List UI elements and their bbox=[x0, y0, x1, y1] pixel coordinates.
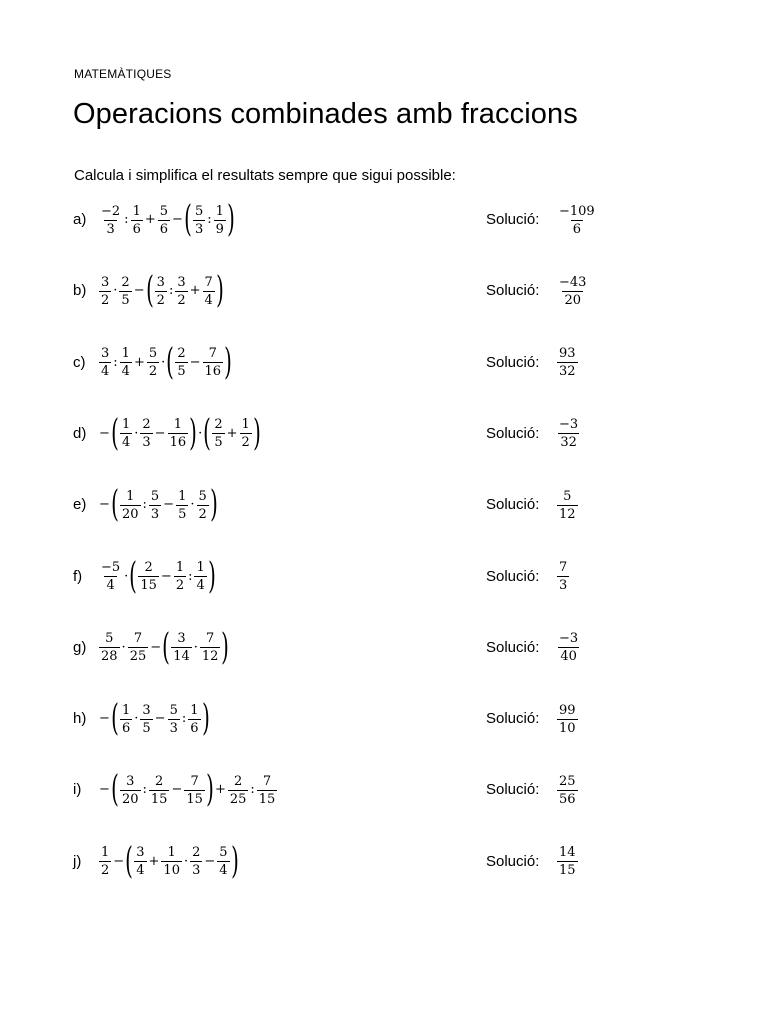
operator: − bbox=[150, 639, 162, 655]
fraction-denominator: 9 bbox=[215, 221, 224, 237]
close-paren: ) bbox=[201, 698, 210, 740]
operator: − bbox=[204, 853, 216, 869]
solution-value bbox=[556, 694, 579, 744]
fraction bbox=[99, 845, 111, 878]
exercise-expression bbox=[98, 552, 216, 602]
fraction bbox=[155, 275, 167, 308]
fraction-numerator: 2 bbox=[214, 417, 223, 433]
fraction bbox=[176, 489, 188, 522]
fraction-denominator: 4 bbox=[101, 364, 110, 380]
fraction-denominator: 12 bbox=[201, 649, 219, 665]
operator: · bbox=[134, 425, 139, 441]
fraction-numerator: 2 bbox=[121, 274, 130, 290]
fraction bbox=[161, 845, 182, 878]
operator: · bbox=[121, 639, 126, 655]
fraction bbox=[99, 631, 120, 664]
exercise-label: b) bbox=[73, 282, 87, 300]
fraction-denominator: 20 bbox=[121, 791, 139, 807]
solution-label: Solució: bbox=[486, 496, 540, 514]
exercise-label: f) bbox=[73, 567, 83, 585]
fraction-denominator: 2 bbox=[175, 578, 185, 593]
solution-label: Solució: bbox=[486, 424, 540, 442]
operator: + bbox=[133, 354, 145, 370]
fraction-denominator: 4 bbox=[136, 863, 145, 879]
fraction-denominator: 3 bbox=[150, 506, 160, 522]
fraction-numerator: 1 bbox=[132, 203, 141, 219]
fraction-numerator: −2 bbox=[101, 203, 121, 219]
fraction-denominator: 2 bbox=[101, 863, 110, 879]
operator: − bbox=[154, 711, 166, 727]
operator: − bbox=[172, 212, 183, 227]
fraction bbox=[190, 845, 202, 878]
close-paren: ) bbox=[227, 199, 235, 240]
fraction bbox=[200, 631, 221, 664]
open-paren: ( bbox=[111, 769, 119, 811]
solution-fraction bbox=[557, 346, 578, 379]
close-paren: ) bbox=[207, 555, 216, 597]
exercise-row bbox=[0, 266, 768, 316]
exercise-expression bbox=[98, 837, 239, 887]
solution-fraction-denominator: 32 bbox=[560, 435, 577, 451]
solution-fraction-numerator: 5 bbox=[563, 488, 572, 504]
fraction-numerator: 5 bbox=[148, 346, 158, 362]
fraction bbox=[119, 275, 131, 308]
fraction-denominator: 2 bbox=[156, 292, 165, 308]
open-paren: ( bbox=[203, 412, 212, 454]
close-paren: ) bbox=[230, 840, 239, 882]
exercise-expression bbox=[98, 195, 235, 245]
fraction bbox=[120, 417, 132, 450]
operator: + bbox=[226, 425, 238, 441]
fraction-numerator: 2 bbox=[142, 417, 151, 433]
fraction-denominator: 3 bbox=[106, 221, 115, 237]
solution-fraction-numerator: −3 bbox=[559, 631, 579, 647]
fraction-numerator: 3 bbox=[156, 274, 165, 290]
fraction-numerator: 2 bbox=[177, 346, 186, 362]
fraction bbox=[99, 560, 122, 593]
fraction-denominator: 4 bbox=[196, 578, 205, 593]
exercise-expression bbox=[98, 694, 210, 744]
operator: : bbox=[181, 711, 187, 727]
open-paren: ( bbox=[111, 412, 119, 454]
solution-value bbox=[556, 266, 589, 316]
solution-fraction bbox=[557, 774, 578, 807]
close-paren: ) bbox=[209, 484, 218, 526]
fraction-numerator: 1 bbox=[190, 702, 199, 718]
fraction bbox=[120, 703, 132, 736]
exercise-row bbox=[0, 623, 768, 673]
fraction-numerator: 5 bbox=[150, 488, 160, 504]
fraction-denominator: 2 bbox=[177, 292, 186, 308]
fraction-numerator: 3 bbox=[177, 274, 186, 290]
exercise-row bbox=[0, 765, 768, 815]
solution-label: Solució: bbox=[486, 638, 540, 656]
operator: − bbox=[160, 568, 172, 584]
operator: · bbox=[198, 425, 203, 441]
open-paren: ( bbox=[129, 555, 138, 597]
solution-fraction-numerator: −43 bbox=[559, 274, 587, 290]
solution-value bbox=[556, 623, 581, 673]
fraction-numerator: 7 bbox=[204, 274, 213, 290]
solution-label: Solució: bbox=[486, 781, 540, 799]
exercise-label: e) bbox=[73, 496, 87, 514]
fraction-denominator: 4 bbox=[121, 364, 130, 380]
solution-fraction bbox=[557, 204, 597, 237]
solution-fraction-denominator: 3 bbox=[559, 578, 568, 593]
fraction-denominator: 5 bbox=[121, 292, 130, 308]
instructions-text: Calcula i simplifica el resultats sempre que sigui possible: bbox=[74, 167, 456, 184]
fraction-numerator: 3 bbox=[142, 702, 151, 718]
exercise-row bbox=[0, 338, 768, 388]
fraction-denominator: 6 bbox=[190, 720, 199, 736]
fraction bbox=[99, 275, 111, 308]
fraction-denominator: 5 bbox=[142, 720, 151, 736]
fraction-numerator: 7 bbox=[208, 346, 217, 362]
exercise-row bbox=[0, 480, 768, 530]
operator: + bbox=[189, 283, 201, 299]
fraction-denominator: 6 bbox=[132, 221, 141, 237]
solution-value bbox=[556, 837, 579, 887]
operator: − bbox=[163, 497, 175, 513]
solution-fraction-denominator: 12 bbox=[559, 506, 576, 522]
operator: − bbox=[133, 283, 145, 299]
solution-label: Solució: bbox=[486, 852, 540, 870]
operator: : bbox=[168, 283, 174, 299]
close-paren: ) bbox=[252, 412, 261, 454]
fraction bbox=[168, 417, 189, 450]
fraction bbox=[149, 774, 170, 807]
fraction-denominator: 4 bbox=[106, 578, 115, 593]
operator: + bbox=[144, 212, 156, 227]
fraction-denominator: 15 bbox=[150, 791, 168, 807]
open-paren: ( bbox=[162, 626, 171, 668]
operator: : bbox=[142, 497, 147, 513]
exercise-label: g) bbox=[73, 638, 87, 656]
fraction-numerator: 1 bbox=[196, 560, 205, 575]
fraction bbox=[128, 631, 149, 664]
fraction bbox=[140, 417, 152, 450]
solution-value bbox=[556, 195, 598, 245]
fraction-denominator: 4 bbox=[121, 435, 131, 451]
solution-label: Solució: bbox=[486, 282, 540, 300]
fraction-denominator: 16 bbox=[204, 364, 222, 380]
exercise-expression bbox=[98, 623, 229, 673]
fraction bbox=[175, 346, 187, 379]
fraction-numerator: 7 bbox=[190, 773, 199, 789]
fraction bbox=[120, 774, 141, 807]
exercise-row bbox=[0, 409, 768, 459]
close-paren: ) bbox=[189, 412, 197, 454]
solution-fraction bbox=[557, 489, 578, 522]
fraction-denominator: 15 bbox=[140, 578, 157, 593]
operator: − bbox=[189, 354, 201, 370]
exercise-row bbox=[0, 552, 768, 602]
open-paren: ( bbox=[111, 698, 119, 740]
fraction-denominator: 25 bbox=[229, 791, 247, 807]
solution-value bbox=[556, 409, 581, 459]
operator: · bbox=[190, 497, 195, 513]
fraction bbox=[193, 204, 205, 237]
fraction-numerator: 2 bbox=[144, 560, 153, 575]
fraction-numerator: −5 bbox=[101, 560, 121, 575]
fraction-numerator: 7 bbox=[206, 631, 215, 647]
fraction-denominator: 6 bbox=[121, 720, 131, 736]
fraction-denominator: 3 bbox=[192, 863, 201, 879]
fraction bbox=[99, 204, 122, 237]
fraction bbox=[203, 346, 224, 379]
solution-fraction bbox=[557, 631, 580, 664]
fraction bbox=[99, 346, 111, 379]
solution-fraction-denominator: 20 bbox=[564, 292, 581, 308]
solution-fraction-numerator: 25 bbox=[559, 773, 576, 789]
fraction-numerator: 3 bbox=[101, 274, 110, 290]
fraction-denominator: 25 bbox=[129, 649, 147, 665]
exercise-expression bbox=[98, 480, 218, 530]
operator: + bbox=[148, 853, 160, 869]
fraction bbox=[131, 204, 143, 237]
fraction-numerator: 7 bbox=[262, 773, 272, 789]
exercise-label: j) bbox=[73, 852, 82, 870]
solution-label: Solució: bbox=[486, 353, 540, 371]
operator: : bbox=[142, 782, 147, 798]
fraction-numerator: 1 bbox=[126, 488, 135, 504]
solution-fraction-numerator: 14 bbox=[559, 845, 576, 861]
solution-label: Solució: bbox=[486, 710, 540, 728]
fraction-denominator: 3 bbox=[194, 221, 204, 237]
solution-fraction-numerator: 7 bbox=[559, 560, 568, 575]
fraction bbox=[149, 489, 161, 522]
fraction bbox=[174, 560, 186, 593]
fraction-numerator: 1 bbox=[175, 560, 185, 575]
fraction bbox=[197, 489, 209, 522]
open-paren: ( bbox=[166, 341, 175, 383]
fraction bbox=[184, 774, 205, 807]
operator: : bbox=[188, 568, 193, 584]
exercise-expression bbox=[98, 338, 232, 388]
exercise-label: h) bbox=[73, 710, 87, 728]
fraction bbox=[140, 703, 152, 736]
fraction bbox=[147, 346, 159, 379]
solution-fraction bbox=[557, 845, 578, 878]
solution-fraction-denominator: 15 bbox=[559, 863, 576, 879]
fraction-numerator: 1 bbox=[121, 702, 131, 718]
exercise-label: a) bbox=[73, 211, 87, 228]
fraction-denominator: 5 bbox=[178, 506, 187, 522]
fraction bbox=[158, 204, 170, 237]
solution-fraction bbox=[557, 417, 580, 450]
open-paren: ( bbox=[111, 484, 119, 526]
fraction-denominator: 14 bbox=[173, 649, 190, 665]
fraction-denominator: 4 bbox=[204, 292, 213, 308]
fraction-numerator: 1 bbox=[178, 488, 187, 504]
solution-fraction-numerator: 93 bbox=[559, 346, 576, 362]
fraction-numerator: 2 bbox=[155, 773, 164, 789]
solution-fraction-denominator: 6 bbox=[572, 221, 581, 237]
fraction-numerator: 5 bbox=[198, 488, 207, 504]
close-paren: ) bbox=[224, 341, 232, 383]
fraction-denominator: 2 bbox=[148, 364, 158, 380]
operator: : bbox=[113, 354, 118, 370]
fraction bbox=[171, 631, 192, 664]
solution-fraction bbox=[557, 560, 569, 593]
fraction-denominator: 15 bbox=[258, 791, 276, 807]
fraction-numerator: 2 bbox=[192, 845, 201, 861]
fraction-numerator: 2 bbox=[233, 773, 243, 789]
open-paren: ( bbox=[125, 840, 134, 882]
fraction-numerator: 1 bbox=[167, 845, 176, 861]
page-title: Operacions combinades amb fraccions bbox=[73, 98, 578, 130]
fraction-numerator: 3 bbox=[177, 631, 186, 647]
exercise-expression bbox=[98, 765, 278, 815]
fraction-numerator: 1 bbox=[173, 417, 182, 433]
fraction-denominator: 3 bbox=[169, 720, 178, 736]
fraction-numerator: 1 bbox=[121, 346, 130, 362]
exercise-row bbox=[0, 694, 768, 744]
solution-fraction-denominator: 32 bbox=[559, 364, 576, 380]
fraction-denominator: 15 bbox=[186, 791, 203, 807]
operator: + bbox=[214, 782, 226, 798]
operator: · bbox=[113, 283, 118, 299]
fraction-numerator: 5 bbox=[194, 203, 204, 219]
fraction-denominator: 3 bbox=[142, 435, 151, 451]
operator: · bbox=[134, 711, 139, 727]
operator: − bbox=[99, 425, 110, 441]
fraction-numerator: 1 bbox=[101, 845, 110, 861]
fraction-denominator: 10 bbox=[163, 863, 180, 879]
solution-label: Solució: bbox=[486, 567, 540, 585]
fraction-denominator: 4 bbox=[219, 863, 228, 879]
solution-fraction-denominator: 40 bbox=[560, 649, 577, 665]
fraction-denominator: 2 bbox=[101, 292, 110, 308]
operator: · bbox=[124, 568, 129, 584]
fraction-numerator: 1 bbox=[121, 417, 131, 433]
fraction bbox=[188, 703, 200, 736]
fraction-numerator: 5 bbox=[169, 702, 178, 718]
fraction-denominator: 2 bbox=[241, 435, 250, 451]
close-paren: ) bbox=[206, 769, 214, 811]
fraction-numerator: 5 bbox=[159, 203, 169, 219]
exercise-label: d) bbox=[73, 424, 87, 442]
solution-fraction-denominator: 56 bbox=[559, 791, 576, 807]
fraction bbox=[214, 204, 226, 237]
operator: − bbox=[99, 711, 110, 727]
operator: : bbox=[124, 212, 129, 227]
fraction-numerator: 5 bbox=[105, 631, 114, 647]
fraction bbox=[120, 346, 132, 379]
fraction bbox=[203, 275, 215, 308]
exercise-expression bbox=[98, 409, 261, 459]
fraction-numerator: 3 bbox=[136, 845, 145, 861]
solution-fraction-denominator: 10 bbox=[559, 720, 576, 736]
fraction bbox=[240, 417, 252, 450]
operator: − bbox=[154, 425, 166, 441]
fraction bbox=[228, 774, 249, 807]
operator: · bbox=[183, 853, 189, 869]
fraction bbox=[120, 489, 141, 522]
exercise-expression bbox=[98, 266, 224, 316]
exercise-label: i) bbox=[73, 781, 82, 799]
fraction-denominator: 6 bbox=[159, 221, 169, 237]
exercise-row bbox=[0, 837, 768, 887]
exercise-row bbox=[0, 195, 768, 245]
open-paren: ( bbox=[145, 270, 154, 312]
fraction bbox=[257, 774, 278, 807]
solution-value bbox=[556, 552, 570, 602]
close-paren: ) bbox=[215, 270, 224, 312]
fraction bbox=[175, 275, 187, 308]
solution-fraction-numerator: 99 bbox=[559, 702, 576, 718]
fraction-denominator: 5 bbox=[214, 435, 223, 451]
fraction bbox=[212, 417, 224, 450]
solution-value bbox=[556, 338, 579, 388]
fraction bbox=[134, 845, 146, 878]
fraction bbox=[138, 560, 159, 593]
operator: − bbox=[113, 853, 125, 869]
close-paren: ) bbox=[221, 626, 230, 668]
open-paren: ( bbox=[184, 199, 192, 240]
solution-fraction-numerator: −109 bbox=[559, 203, 595, 219]
fraction-numerator: 7 bbox=[133, 631, 143, 647]
solution-value bbox=[556, 765, 579, 815]
fraction bbox=[217, 845, 229, 878]
operator: · bbox=[161, 354, 166, 370]
solution-fraction-numerator: −3 bbox=[559, 417, 579, 433]
operator: · bbox=[193, 639, 198, 655]
fraction bbox=[194, 560, 206, 593]
fraction-denominator: 20 bbox=[121, 506, 139, 522]
solution-fraction bbox=[557, 703, 578, 736]
operator: − bbox=[99, 497, 110, 513]
solution-value bbox=[556, 480, 579, 530]
fraction bbox=[168, 703, 180, 736]
operator: − bbox=[171, 782, 183, 798]
fraction-denominator: 5 bbox=[177, 364, 186, 380]
fraction-numerator: 1 bbox=[215, 203, 224, 219]
exercise-label: c) bbox=[73, 353, 86, 371]
operator: − bbox=[99, 782, 110, 798]
solution-fraction bbox=[557, 275, 588, 308]
subject-label: MATEMÀTIQUES bbox=[74, 67, 172, 81]
fraction-denominator: 2 bbox=[198, 506, 207, 522]
fraction-numerator: 1 bbox=[241, 417, 250, 433]
fraction-numerator: 5 bbox=[219, 845, 228, 861]
operator: : bbox=[207, 212, 212, 227]
fraction-denominator: 28 bbox=[101, 649, 118, 665]
solution-label: Solució: bbox=[486, 211, 540, 228]
fraction-denominator: 16 bbox=[169, 435, 187, 451]
fraction-numerator: 3 bbox=[101, 346, 110, 362]
fraction-numerator: 3 bbox=[126, 773, 135, 789]
operator: : bbox=[250, 782, 255, 798]
